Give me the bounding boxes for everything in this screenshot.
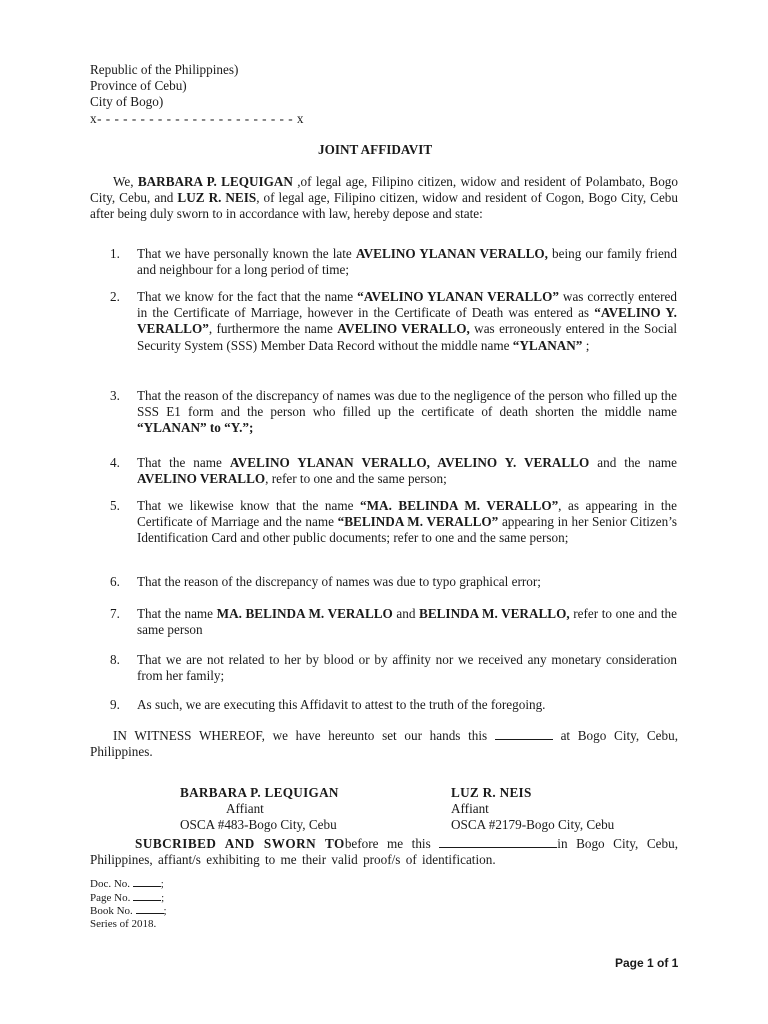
caption-republic: Republic of the Philippines): [90, 62, 239, 77]
item-text: As such, we are executing this Affidavit to attest to the truth of the foregoing.: [137, 697, 546, 712]
date-blank: [439, 836, 557, 848]
notarial-register: [90, 877, 167, 930]
item-text: That the reason of the discrepancy of names was due to typo graphical error;: [137, 574, 541, 589]
affiant-osca: OSCA #2179-Bogo City, Cebu: [451, 817, 615, 833]
affiant-name: LUZ R. NEIS: [451, 785, 532, 800]
item-number: 6.: [110, 574, 120, 589]
date-blank: [495, 728, 553, 740]
page-no: Page No. ;: [90, 891, 165, 904]
affiant-name-1: BARBARA P. LEQUIGAN: [137, 174, 293, 189]
affiant-role: Affiant: [451, 801, 489, 817]
affiant-osca: OSCA #483-Bogo City, Cebu: [180, 817, 337, 833]
jurat-heading: SUBCRIBED AND SWORN TO: [135, 836, 345, 851]
caption-province: Province of Cebu): [90, 78, 187, 94]
caption-separator: x- - - - - - - - - - - - - - - - - - - - - - - x: [90, 110, 305, 126]
page-number: Page 1 of 1: [615, 956, 679, 970]
item-number: 7.: [110, 606, 120, 621]
affiant-name: BARBARA P. LEQUIGAN: [180, 785, 339, 800]
affiant-role: Affiant: [226, 801, 264, 817]
item-number: 4.: [110, 455, 120, 470]
caption-city: City of Bogo): [90, 94, 164, 110]
intro-text: , of legal age, Filipino citizen, widow and resident of Cogon, Bogo City, Cebu after being duly sworn to in accordance with law, hereby depose and state:: [90, 190, 678, 222]
doc-no: Doc. No. ;: [90, 878, 164, 890]
item-text: That we know for the fact that the name “AVELINO YLANAN VERALLO” was correctly entered in the Certificate of Marriage, however in the Certificate of Death was entered as “AVELINO Y. VERALLO”, furthermore the name AVELINO VERALLO, was erroneously entered in the Social Security System (SSS) Member Data Record without the middle name “YLANAN” ;: [137, 289, 677, 353]
affiant-name-2: LUZ R. NEIS: [177, 190, 257, 206]
item-number: 9.: [110, 697, 120, 712]
item-number: 3.: [110, 388, 120, 403]
item-number: 2.: [110, 289, 120, 304]
item-text: That we have personally known the late AVELINO YLANAN VERALLO, being our family friend and neighbour for a long period of time;: [137, 246, 677, 278]
item-text: That the name MA. BELINDA M. VERALLO and BELINDA M. VERALLO, refer to one and the same person: [137, 606, 677, 638]
item-text: That the reason of the discrepancy of names was due to the negligence of the person who filled up the SSS E1 form and the person who filled up the certificate of death shorten the middle name “YLANAN” to “Y.”;: [137, 388, 677, 436]
jurat-text: before me this: [344, 836, 431, 851]
book-no: Book No. ;: [90, 905, 167, 917]
witness-paragraph: [90, 728, 678, 760]
document-title: JOINT AFFIDAVIT: [318, 142, 433, 157]
caption-block: [90, 62, 304, 127]
witness-text: IN WITNESS WHEREOF, we have hereunto set our hands this: [113, 728, 488, 743]
item-number: 5.: [110, 498, 120, 513]
item-number: 1.: [110, 246, 120, 261]
item-text: That we are not related to her by blood or by affinity nor we received any monetary consideration from her family;: [137, 652, 677, 684]
witness-text: at Bogo City, Cebu, Philippines.: [90, 728, 679, 760]
intro-paragraph: [90, 174, 678, 223]
jurat-text: in Bogo City, Cebu, Philippines, affiant/s exhibiting to me their valid proof/s of identification.: [90, 836, 679, 868]
jurat-paragraph: [90, 836, 678, 868]
item-text: That we likewise know that the name “MA. BELINDA M. VERALLO”, as appearing in the Certificate of Marriage and the name “BELINDA M. VERALLO” appearing in her Senior Citizen’s Identification Card and other public documents; refer to one and the same person;: [137, 498, 678, 546]
item-number: 8.: [110, 652, 120, 667]
intro-text: ,of legal age, Filipino citizen, widow and resident of Polambato, Bogo City, Cebu, and: [90, 174, 678, 206]
series-year: Series of 2018.: [90, 917, 157, 930]
affiant-signature-1: [180, 785, 339, 834]
item-text: That the name AVELINO YLANAN VERALLO, AVELINO Y. VERALLO and the name AVELINO VERALLO, refer to one and the same person;: [137, 455, 677, 487]
intro-text: We,: [113, 174, 138, 189]
affiant-signature-2: [451, 785, 614, 834]
